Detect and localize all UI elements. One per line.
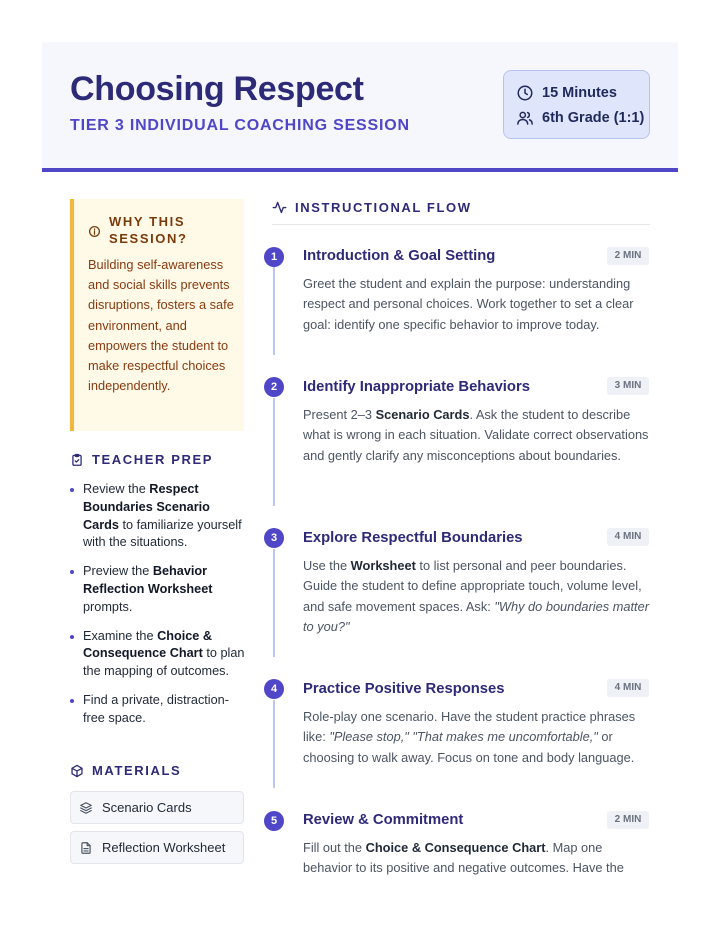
material-label: Reflection Worksheet bbox=[102, 840, 226, 855]
step-text-run: Role-play one scenario. Have the student practice phrases like: bbox=[303, 709, 636, 745]
step-duration-badge: 2 MIN bbox=[607, 247, 649, 265]
grade-row bbox=[516, 107, 644, 129]
materials-title: MATERIALS bbox=[92, 763, 182, 778]
step-text-bold: Choice & Consequence Chart bbox=[365, 840, 546, 855]
duration-row bbox=[516, 82, 617, 104]
why-heading bbox=[88, 213, 229, 247]
step-title: Identify Inappropriate Behaviors bbox=[303, 379, 530, 395]
step-text-run: Present 2–3 bbox=[303, 407, 376, 422]
step-description bbox=[303, 274, 651, 335]
step-text-run: Greet the student and explain the purpose: understanding respect and personal choices. Work together to set a clear goal: identify one specific behavior to improve today. bbox=[303, 276, 634, 332]
page-subtitle: TIER 3 INDIVIDUAL COACHING SESSION bbox=[70, 117, 410, 134]
prep-item-text: to plan the mapping of outcomes. bbox=[83, 646, 245, 679]
prep-item bbox=[70, 628, 248, 681]
info-icon bbox=[88, 225, 101, 238]
timeline-connector bbox=[273, 549, 275, 657]
prep-item bbox=[70, 563, 248, 616]
step-title: Introduction & Goal Setting bbox=[303, 248, 496, 264]
session-meta-box bbox=[503, 70, 650, 139]
grade-text: 6th Grade (1:1) bbox=[542, 110, 645, 126]
prep-item-bold: Respect Boundaries Scenario Cards bbox=[83, 482, 210, 532]
material-item-scenario-cards bbox=[70, 791, 244, 824]
step-description bbox=[303, 556, 651, 637]
users-icon bbox=[516, 109, 534, 127]
step-number: 5 bbox=[264, 811, 284, 831]
why-this-session-box bbox=[70, 199, 244, 431]
prep-item bbox=[70, 481, 248, 552]
step-duration-badge: 4 MIN bbox=[607, 528, 649, 546]
step-text-italic: "Why do boundaries matter to you?" bbox=[303, 598, 649, 634]
prep-item-bold: Behavior Reflection Worksheet bbox=[83, 564, 213, 596]
material-item-reflection-worksheet bbox=[70, 831, 244, 864]
step-text-run: to list personal and peer boundaries. Guide the student to define appropriate touch, volume level, and safe movement spaces. Ask: bbox=[303, 558, 642, 614]
activity-icon bbox=[272, 200, 287, 215]
materials-heading bbox=[70, 763, 181, 778]
teacher-prep-list bbox=[70, 481, 248, 739]
step-number: 4 bbox=[264, 679, 284, 699]
duration-text: 15 Minutes bbox=[542, 85, 617, 101]
box-icon bbox=[70, 764, 84, 778]
prep-item bbox=[70, 692, 248, 728]
lesson-plan-page bbox=[42, 42, 678, 932]
prep-item-text: Review the bbox=[83, 482, 150, 496]
step-title: Review & Commitment bbox=[303, 812, 464, 828]
step-number: 3 bbox=[264, 528, 284, 548]
step-text-run: or choosing to walk away. Focus on tone and body language. bbox=[303, 729, 635, 765]
instructional-flow-title: INSTRUCTIONAL FLOW bbox=[295, 200, 472, 215]
instructional-flow-heading bbox=[272, 200, 472, 215]
prep-item-text: Preview the bbox=[83, 564, 153, 579]
step-description bbox=[303, 707, 651, 768]
material-label: Scenario Cards bbox=[102, 800, 192, 815]
flow-divider bbox=[272, 224, 650, 225]
why-text: Building self-awareness and social skills prevents disruptions, fosters a safe environment, and empowers the student to make respectful choices independently. bbox=[88, 257, 234, 394]
step-duration-badge: 2 MIN bbox=[607, 811, 649, 829]
prep-item-text: to familiarize yourself with the situations. bbox=[83, 517, 242, 550]
prep-item-text: Examine the bbox=[83, 628, 158, 643]
prep-item-text: prompts. bbox=[83, 599, 133, 614]
timeline-connector bbox=[273, 700, 275, 788]
step-text-italic: "Please stop," "That makes me uncomfortable," bbox=[329, 729, 598, 745]
step-description bbox=[303, 405, 651, 466]
step-number: 2 bbox=[264, 377, 284, 397]
prep-item-text: Find a private, distraction-free space. bbox=[83, 692, 229, 725]
page-title: Choosing Respect bbox=[70, 70, 364, 108]
why-title: WHY THIS SESSION? bbox=[109, 214, 188, 246]
step-text-run: Use the bbox=[303, 558, 351, 573]
timeline-connector bbox=[273, 398, 275, 506]
teacher-prep-title: TEACHER PREP bbox=[92, 452, 214, 467]
step-duration-badge: 4 MIN bbox=[607, 679, 649, 697]
prep-item-bold: Choice & Consequence Chart bbox=[83, 628, 213, 661]
step-title: Explore Respectful Boundaries bbox=[303, 530, 523, 546]
step-text-bold: Worksheet bbox=[350, 558, 416, 573]
step-title: Practice Positive Responses bbox=[303, 681, 505, 697]
step-description bbox=[303, 838, 651, 879]
header bbox=[42, 42, 678, 168]
layers-icon bbox=[79, 801, 93, 815]
clipboard-check-icon bbox=[70, 453, 84, 467]
clock-icon bbox=[516, 84, 534, 102]
step-text-run: . Map one behavior to its positive and negative outcomes. Have the bbox=[303, 840, 624, 876]
document-icon bbox=[79, 841, 93, 855]
step-number: 1 bbox=[264, 247, 284, 267]
teacher-prep-heading bbox=[70, 452, 213, 467]
step-text-run: . Ask the student to describe what is wrong in each situation. Validate correct observations and gently clarify any misconceptions about boundaries. bbox=[303, 407, 649, 463]
step-duration-badge: 3 MIN bbox=[607, 377, 649, 395]
timeline-connector bbox=[273, 267, 275, 355]
step-text-bold: Scenario Cards bbox=[375, 407, 470, 422]
step-text-run: Fill out the bbox=[303, 840, 366, 855]
header-divider bbox=[42, 168, 678, 172]
